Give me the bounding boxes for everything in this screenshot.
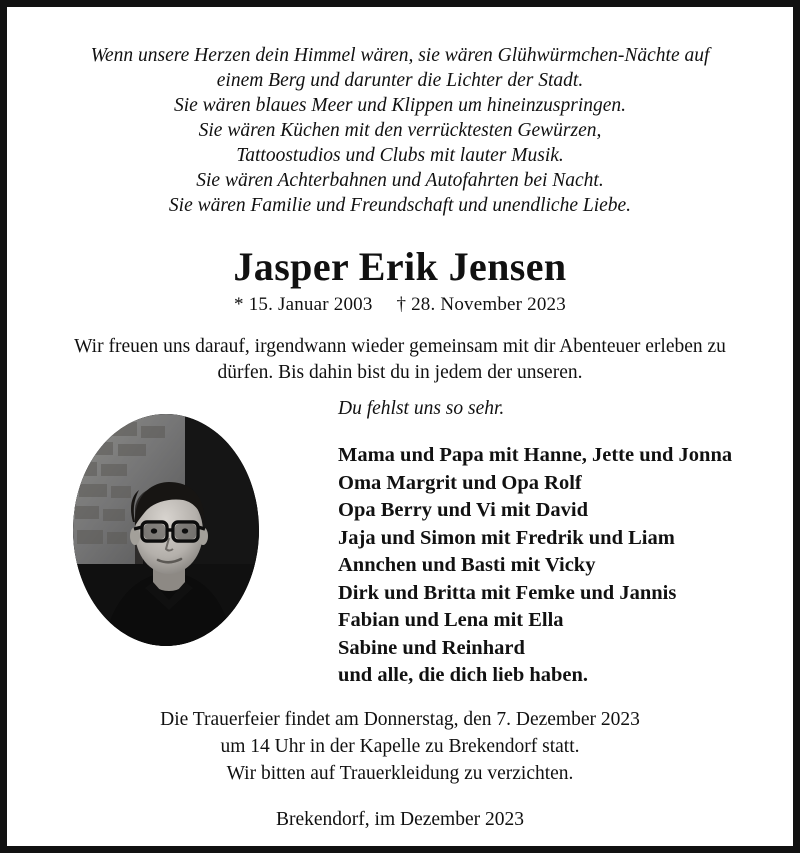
poem-line: Wenn unsere Herzen dein Himmel wären, sie wären Glühwürmchen-Nächte auf xyxy=(90,45,710,66)
poem-line: Tattoostudios und Clubs mit lauter Musik. xyxy=(236,145,564,166)
family-line: Annchen und Basti mit Vicky xyxy=(338,554,596,576)
intro-line: Wir freuen uns darauf, irgendwann wieder gemeinsam mit dir Abenteuer erleben zu xyxy=(74,336,726,357)
family-line: und alle, die dich lieb haben. xyxy=(338,664,589,686)
family-line: Jaja und Simon mit Fredrik und Liam xyxy=(338,526,675,549)
family-line: Mama und Papa mit Hanne, Jette und Jonna xyxy=(338,444,733,466)
death-symbol: † xyxy=(396,294,407,315)
poem-line: Sie wären Familie und Freundschaft und unendliche Liebe. xyxy=(168,195,632,216)
life-dates xyxy=(35,294,765,316)
poem-line: einem Berg und darunter die Lichter der Stadt. xyxy=(216,70,584,91)
missing-text: Du fehlst uns so sehr. xyxy=(338,398,505,419)
portrait-photo-image xyxy=(73,414,259,646)
family-line: Sabine und Reinhard xyxy=(338,636,525,659)
birth-symbol: * xyxy=(234,294,244,315)
birth-date: 15. Januar 2003 xyxy=(248,294,373,315)
family-line: Dirk und Britta mit Femke und Jannis xyxy=(338,581,677,604)
deceased-name: Jasper Erik Jensen xyxy=(233,244,567,289)
intro-line: dürfen. Bis dahin bist du in jedem der unseren. xyxy=(217,362,583,383)
family-column xyxy=(280,398,765,690)
photo-and-family-section xyxy=(35,398,765,690)
service-details xyxy=(35,706,765,787)
intro-block xyxy=(35,334,765,386)
family-line: Oma Margrit und Opa Rolf xyxy=(338,471,582,494)
poem-block xyxy=(35,43,765,218)
poem-line: Sie wären Küchen mit den verrücktesten Gewürzen, xyxy=(198,120,602,141)
service-line: Wir bitten auf Trauerkleidung zu verzichten. xyxy=(226,762,574,784)
death-date: 28. November 2023 xyxy=(411,294,566,315)
place-and-date: Brekendorf, im Dezember 2023 xyxy=(276,808,524,830)
family-names xyxy=(280,442,755,690)
family-line: Fabian und Lena mit Ella xyxy=(338,609,564,631)
poem-line: Sie wären Achterbahnen und Autofahrten bei Nacht. xyxy=(196,170,604,191)
poem-line: Sie wären blaues Meer und Klippen um hineinzuspringen. xyxy=(173,95,627,116)
service-line: um 14 Uhr in der Kapelle zu Brekendorf statt. xyxy=(220,735,580,757)
portrait-photo xyxy=(73,414,259,646)
service-line: Die Trauerfeier findet am Donnerstag, den 7. Dezember 2023 xyxy=(160,708,640,730)
family-line: Opa Berry und Vi mit David xyxy=(338,499,589,521)
